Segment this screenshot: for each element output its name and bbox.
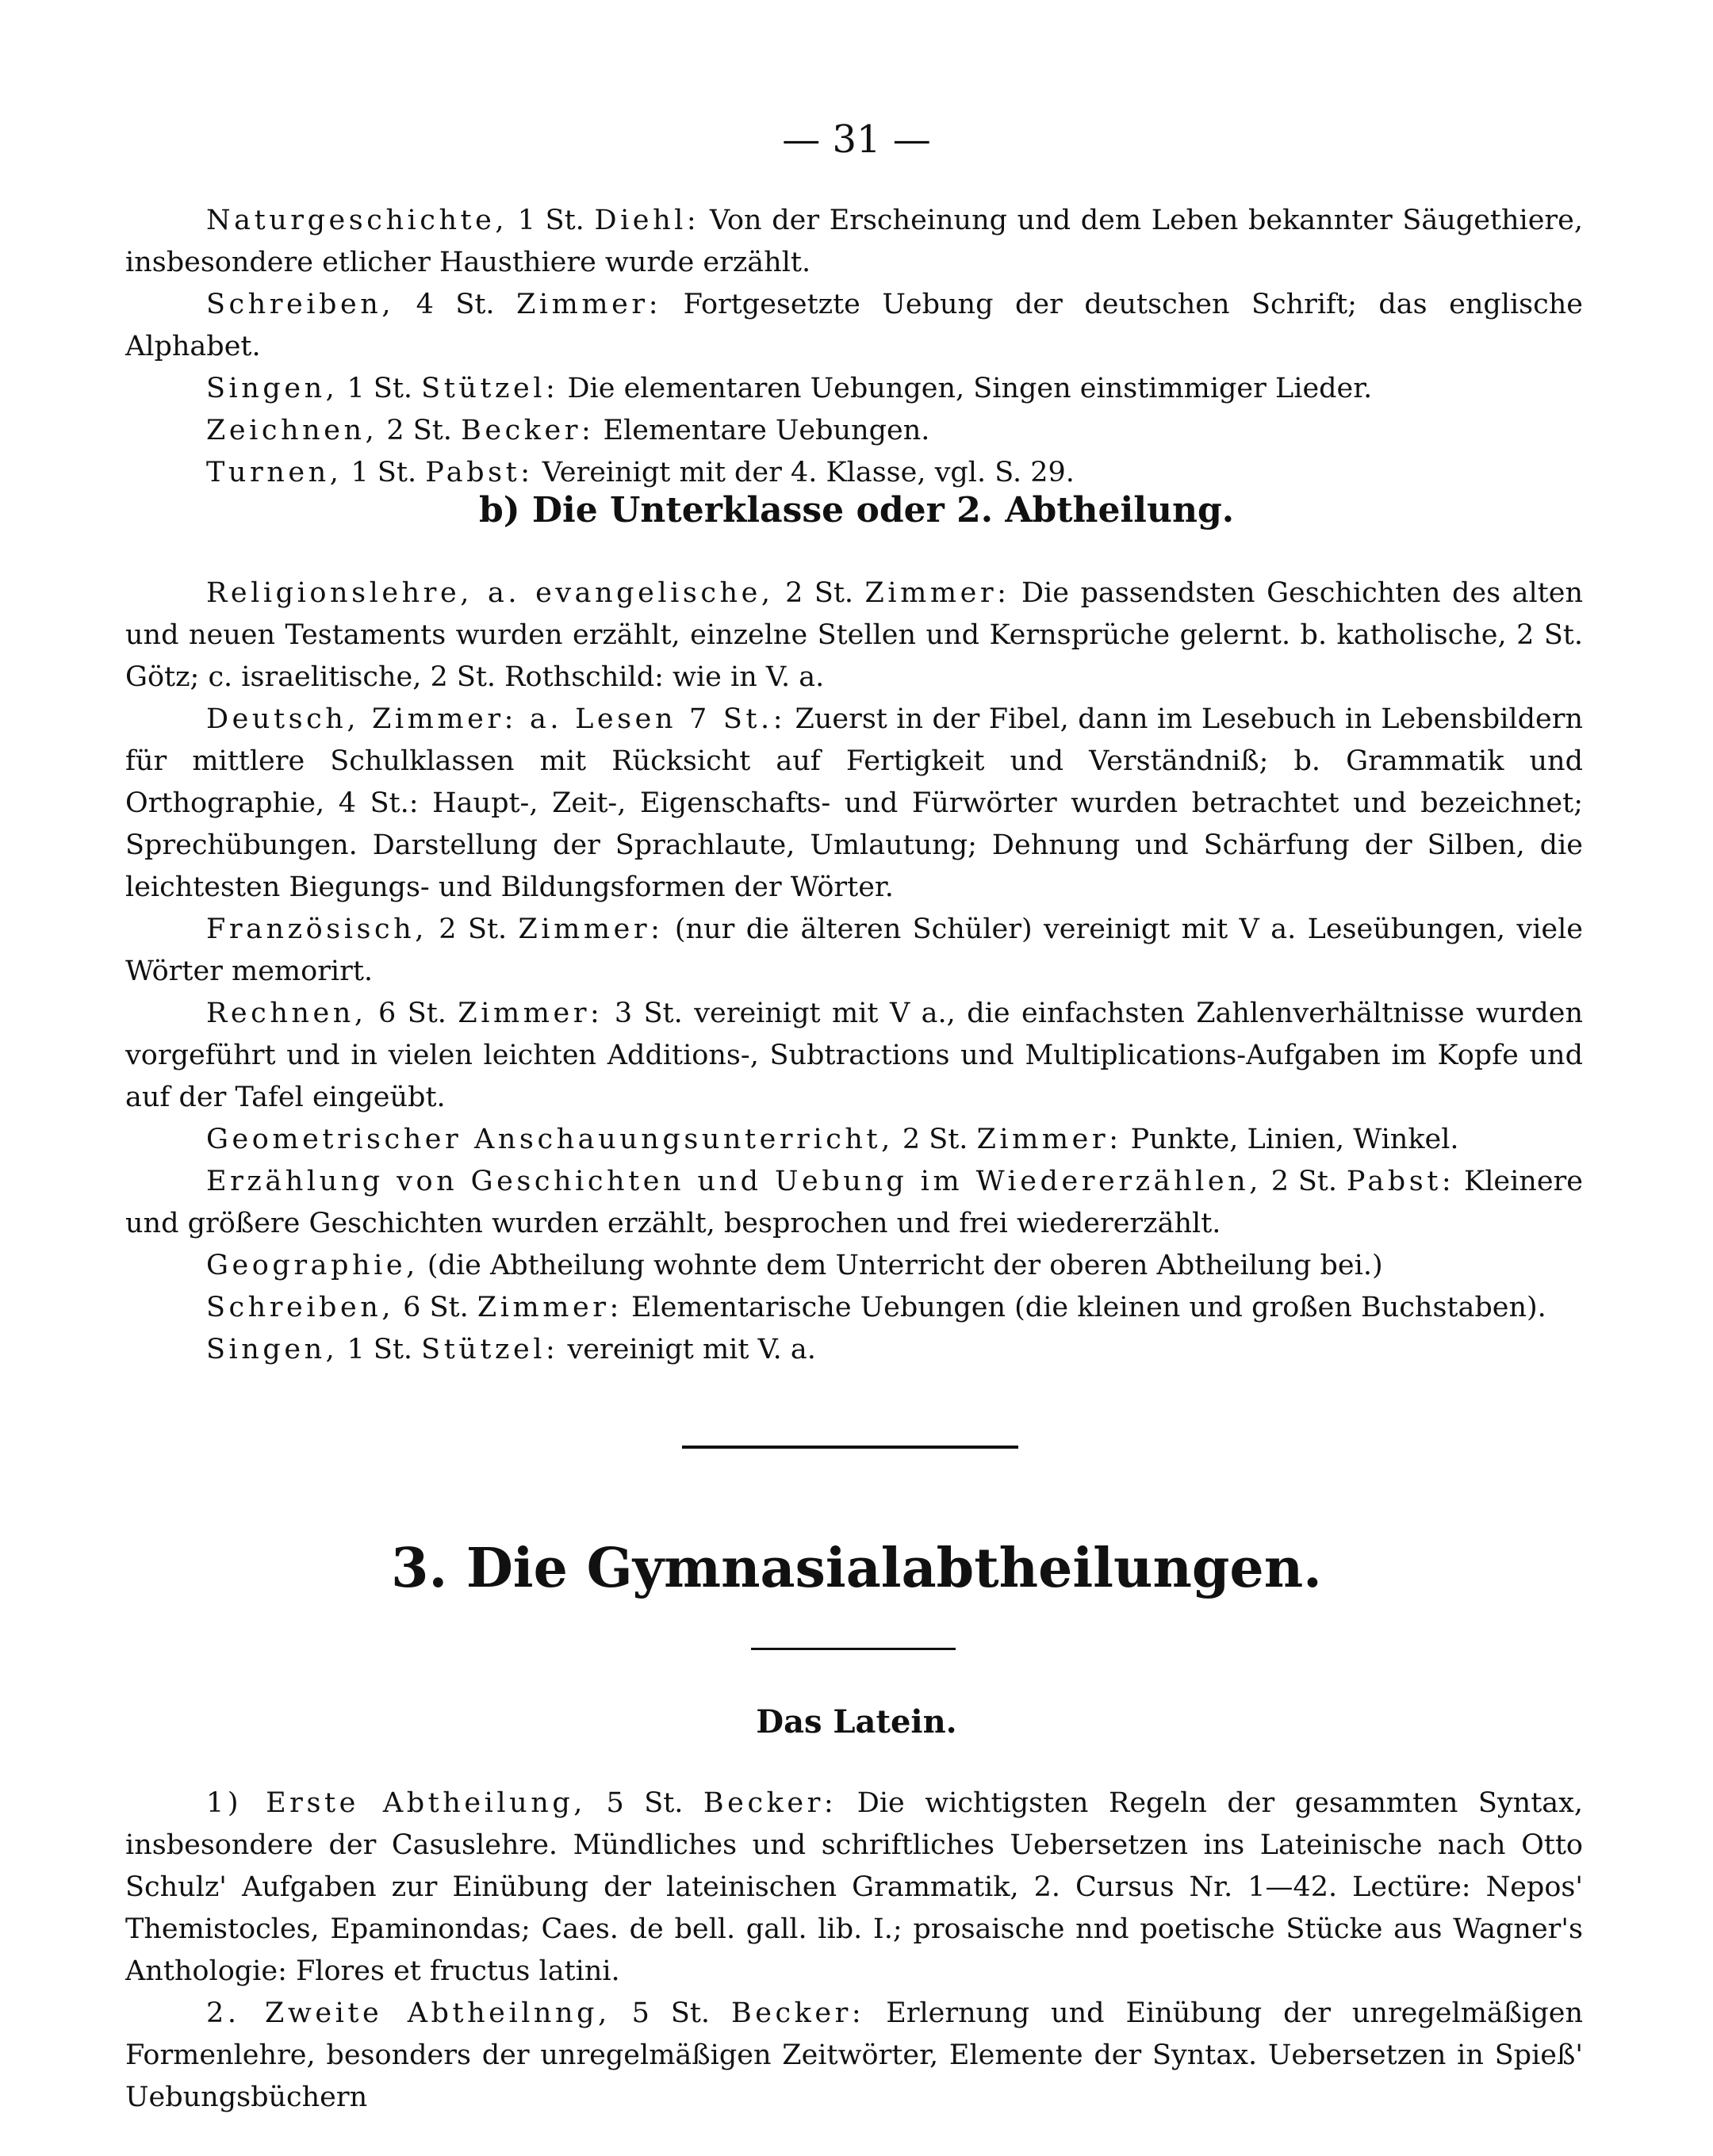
hours: 2 St. <box>1261 1166 1347 1197</box>
subject: Deutsch, Zimmer: a. Lesen 7 St.: <box>206 703 787 735</box>
paragraph-religionslehre <box>125 573 1583 699</box>
section-divider <box>682 1446 1018 1449</box>
subject: Französisch, <box>206 913 427 945</box>
hours: 2 St. <box>377 415 462 446</box>
subject: 1) Erste Abtheilung, <box>206 1787 586 1819</box>
paragraph-deutsch <box>125 699 1583 909</box>
heading-divider <box>751 1648 956 1650</box>
paragraph-erste-abtheilung <box>125 1783 1583 1993</box>
teacher: Zimmer: <box>864 577 1010 609</box>
teacher: Zimmer: <box>477 1292 623 1323</box>
latin-section <box>125 1783 1583 2119</box>
paragraph-erzaehlung <box>125 1161 1583 1245</box>
subject: Schreiben, <box>206 289 395 320</box>
teacher: Zimmer: <box>458 998 604 1029</box>
subject: 2. Zweite Abtheilnng, <box>206 1997 611 2029</box>
paragraph-rechnen <box>125 993 1583 1119</box>
subsection-heading: b) Die Unterklasse oder 2. Abtheilung. <box>478 490 1235 530</box>
description: 3 St. vereinigt mit V a., die einfachsten Zahlenverhältnisse wurden vorgeführt und in vielen leichten Additions-, Subtractions und Multiplications-Aufgaben im Kopfe und auf der Tafel eingeübt. <box>125 998 1584 1113</box>
teacher: Zimmer: <box>516 289 662 320</box>
paragraph-schreiben <box>125 1287 1583 1329</box>
hours: 6 St. <box>366 998 458 1029</box>
description: Die passendsten Geschichten des alten und neuen Testaments wurden erzählt, einzelne Stellen und Kernsprüche gelernt. b. katholische, 2 St. Götz; c. israelitische, 2 St. Rothschild: wie in V. a. <box>125 577 1583 693</box>
subject: Turnen, <box>206 457 343 488</box>
description: Punkte, Linien, Winkel. <box>1121 1124 1459 1155</box>
description: Vereinigt mit der 4. Klasse, vgl. S. 29. <box>533 457 1075 488</box>
description: Die wichtigsten Regeln der gesammten Syntax, insbesondere der Casuslehre. Mündliches und schriftliches Uebersetzen ins Lateinische nach Otto Schulz' Aufgaben zur Einübung der lateinischen Grammatik, 2. Cursus Nr. 1—42. Lectüre: Nepos' Themistocles, Epaminondas; Caes. de bell. gall. lib. I.; prosaische nnd poetische Stücke aus Wagner's Anthologie: Flores et fructus latini. <box>125 1787 1583 1987</box>
paragraph-naturgeschichte <box>125 200 1583 284</box>
section-heading: 3. Die Gymnasialabtheilungen. <box>391 1537 1322 1600</box>
subject: Singen, <box>206 1334 339 1365</box>
subject: Naturgeschichte, <box>206 205 508 236</box>
hours: 1 St. <box>338 1334 422 1365</box>
hours: 4 St. <box>394 289 517 320</box>
teacher: Pabst: <box>1346 1166 1455 1197</box>
hours: 2 St. <box>427 913 519 945</box>
teacher: Becker: <box>703 1787 837 1819</box>
subject: Geometrischer Anschauungsunterricht, <box>206 1124 894 1155</box>
hours: 5 St. <box>610 1997 731 2029</box>
paragraph-turnen <box>125 452 1583 494</box>
paragraph-geographie <box>125 1245 1583 1287</box>
hours: 1 St. <box>508 205 595 236</box>
subject: Geographie, <box>206 1250 419 1281</box>
description: Zuerst in der Fibel, dann im Lesebuch in Lebensbildern für mittlere Schulklassen mit Rücksicht auf Fertigkeit und Verständniß; b. Grammatik und Orthographie, 4 St.: Haupt-, Zeit-, Eigenschafts- und Fürwörter wurden betrachtet und bezeichnet; Sprechübungen. Darstellung der Sprachlaute, Umlautung; Dehnung und Schärfung der Silben, die leichtesten Biegungs- und Bildungsformen der Wörter. <box>125 703 1583 903</box>
paragraph-schreiben <box>125 284 1583 368</box>
hours: 5 St. <box>585 1787 703 1819</box>
subject: Schreiben, <box>206 1292 395 1323</box>
description: (die Abtheilung wohnte dem Unterricht der oberen Abtheilung bei.) <box>418 1250 1383 1281</box>
description: (nur die älteren Schüler) vereinigt mit V a. Leseübungen, viele Wörter memorirt. <box>125 913 1584 987</box>
description: Erlernung und Einübung der unregelmäßigen Formenlehre, besonders der unregelmäßigen Zeitwörter, Elemente der Syntax. Uebersetzen in Spieß' Uebungsbüchern <box>125 1997 1583 2113</box>
teacher: Zimmer: <box>518 913 664 945</box>
teacher: Pabst: <box>425 457 534 488</box>
teacher: Zimmer: <box>976 1124 1122 1155</box>
teacher: Stützel: <box>421 1334 559 1365</box>
description: vereinigt mit V. a. <box>558 1334 816 1365</box>
subject: Singen, <box>206 373 339 404</box>
subject: Zeichnen, <box>206 415 378 446</box>
description: Fortgesetzte Uebung der deutschen Schrift; das englische Alphabet. <box>125 289 1584 362</box>
paragraph-franzoesisch <box>125 909 1583 993</box>
description: Kleinere und größere Geschichten wurden erzählt, besprochen und frei wiedererzählt. <box>125 1166 1584 1239</box>
hours: 2 St. <box>773 577 865 609</box>
upper-class-section <box>125 200 1583 494</box>
description: Elementare Uebungen. <box>594 415 930 446</box>
latin-title: Das Latein. <box>756 1703 957 1741</box>
description: Elementarische Uebungen (die kleinen und großen Buchstaben). <box>622 1292 1546 1323</box>
hours: 6 St. <box>394 1292 477 1323</box>
lower-class-section <box>125 573 1583 1371</box>
description: Von der Erscheinung und dem Leben bekannter Säugethiere, insbesondere etlicher Hausthiere wurde erzählt. <box>125 205 1583 278</box>
hours: 1 St. <box>338 373 422 404</box>
hours: 2 St. <box>893 1124 977 1155</box>
teacher: Diehl: <box>594 205 700 236</box>
paragraph-zeichnen <box>125 410 1583 452</box>
subject: Erzählung von Geschichten und Uebung im Wiedererzählen, <box>206 1166 1262 1197</box>
teacher: Becker: <box>461 415 595 446</box>
hours: 1 St. <box>342 457 426 488</box>
teacher: Becker: <box>730 1997 865 2029</box>
paragraph-zweite-abtheilung <box>125 1993 1583 2119</box>
teacher: Stützel: <box>421 373 559 404</box>
page-number: — 31 — <box>782 117 931 162</box>
paragraph-singen <box>125 368 1583 410</box>
subject: Religionslehre, a. evangelische, <box>206 577 774 609</box>
subject: Rechnen, <box>206 998 367 1029</box>
paragraph-geometrie <box>125 1119 1583 1161</box>
paragraph-singen <box>125 1329 1583 1371</box>
description: Die elementaren Uebungen, Singen einstimmiger Lieder. <box>558 373 1373 404</box>
